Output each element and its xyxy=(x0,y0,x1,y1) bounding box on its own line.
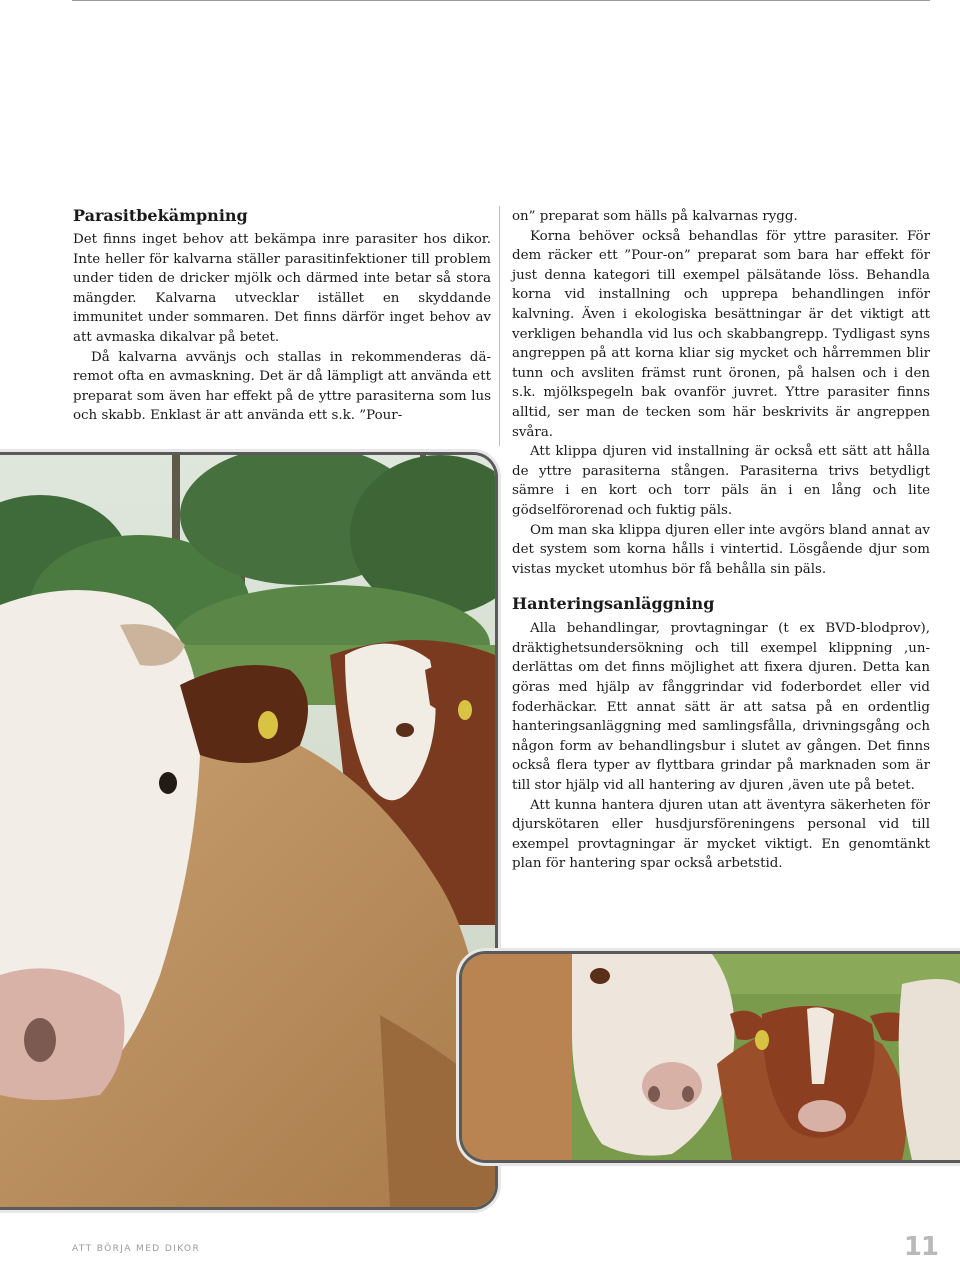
paragraph: Då kalvarna avvänjs och stallas in rekommenderas däremot ofta en avmaskning. Det är då lämpligt att använda ett preparat som även har effekt på de yttre parasiterna som lus och skabb. Enklast är att använda ett s.k. ”Pour- xyxy=(73,349,491,424)
paragraph: Korna behöver också behandlas för yttre parasiter. För dem räcker ett ”Pour-on” preparat som bara har effekt för just denna kategori till exempel pälsätande löss. Behandla korna vid installning och upprepa behandlingen inför kalvning. Även i ekologiska besättningar är det viktigt att verkligen behandla vid lus och skabbangrepp. Tydligast syns angreppen på att korna kliar sig mycket och hårremmen blir tunn och avsliten främst runt öronen, på halsen och i den s.k. mjölkspegeln bak ovanför juvret. Yttre parasiter finns alltid, ser man de tecken som här beskrivits är angreppen svåra. xyxy=(512,228,930,440)
cows-photo-large xyxy=(0,455,495,1207)
paragraph: Alla behandlingar, provtagningar (t ex BVD-blodprov), dräktighetsundersökning och till exempel klippning ,underlättas om det finns möjlighet att fixera djuren. Detta kan göras med hjälp av fånggrindar vid foderbordet eller vid foderhäckar. Ett annat sätt är att satsa på en ordentlig hanteringsanläggning med samlingsfålla, drivningsgång och någon form av behandlingsbur i slutet av gången. Det finns också flera typer av flyttbara grindar på marknaden som är till stor hjälp vid all hantering av djuren ,även ute på betet. xyxy=(512,621,930,794)
top-rule xyxy=(72,0,930,1)
paragraph: on” preparat som hälls på kalvarnas rygg. xyxy=(512,209,798,224)
calves-photo-small-image xyxy=(462,954,960,1160)
heading-hanteringsanlaggning: Hanteringsanläggning xyxy=(512,594,715,614)
cows-photo-large-image xyxy=(0,455,495,1207)
paragraph: Om man ska klippa djuren eller inte avgörs bland annat av det system som korna hålls i vintertid. Lösgående djur som vistas mycket utomhus bör få behålla sin päls. xyxy=(512,522,930,577)
footer-label: ATT BÖRJA MED DIKOR xyxy=(72,1244,201,1254)
heading-parasitbekampning: Parasitbekämpning xyxy=(73,206,248,225)
left-column xyxy=(73,205,491,426)
paragraph: Att klippa djuren vid installning är också ett sätt att hålla de yttre parasiterna stången. Parasiterna trivs betydligt sämre i en kort och torr päls än i en lång och lite gödselförorenad och fuktig päls. xyxy=(512,444,930,518)
right-column xyxy=(512,207,930,874)
paragraph: Det finns inget behov att bekämpa inre parasiter hos dikor. Inte heller för kalvarna ställer parasitinfektioner till problem under tiden de dricker mjölk och därmed inte betar så stora mängder. Kalvarna utvecklar istället en skyddande immunitet under sommaren. Det finns därför inget behov av att avmaska dikalvar på betet. xyxy=(73,232,491,345)
page-number: 11 xyxy=(903,1232,938,1262)
calves-photo-small xyxy=(462,954,960,1160)
paragraph: Att kunna hantera djuren utan att äventyra säkerheten för djurskötaren eller husdjursföreningens personal vid till exempel provtagningar är mycket viktigt. En genomtänkt plan för hantering spar också arbetstid. xyxy=(512,797,930,872)
column-divider xyxy=(499,206,500,446)
